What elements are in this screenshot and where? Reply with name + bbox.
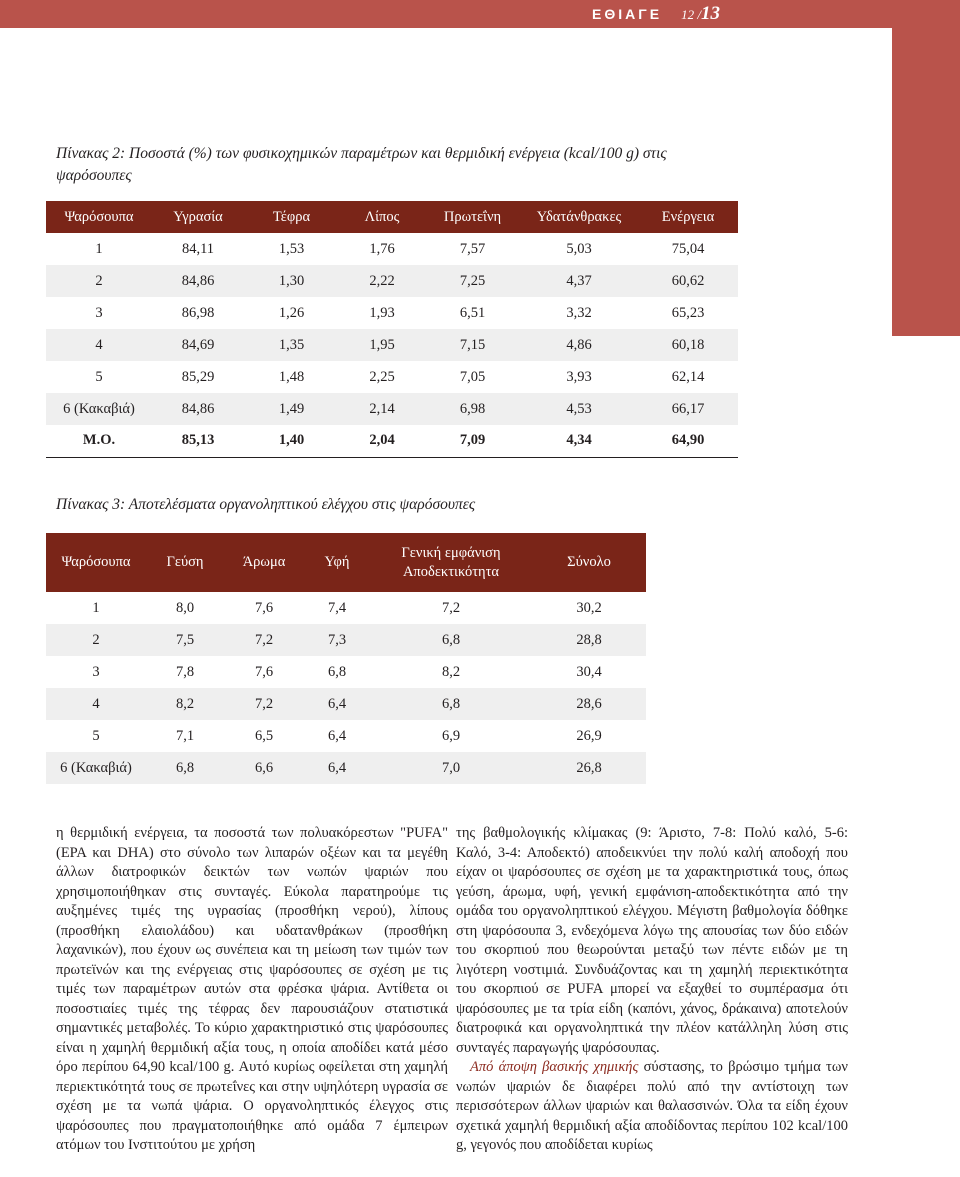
table-cell: 7,3: [304, 624, 370, 656]
table2-col-header: Ψαρόσουπα: [46, 201, 152, 233]
table-cell: 6,8: [304, 656, 370, 688]
table-cell: 7,57: [425, 233, 520, 265]
table-cell: 2: [46, 265, 152, 297]
table-cell: 8,2: [370, 656, 532, 688]
body-paragraph: [456, 1058, 848, 1156]
table-cell: 26,9: [532, 720, 646, 752]
table-cell: 7,6: [224, 656, 304, 688]
table3-col-header-line2: Αποδεκτικότητα: [402, 563, 500, 580]
table-cell: 6,4: [304, 752, 370, 784]
table-cell: 1,35: [244, 329, 339, 361]
table3-col-header: Υφή: [304, 533, 370, 592]
table-cell: 30,2: [532, 592, 646, 624]
table-cell: 64,90: [638, 425, 738, 457]
table-cell: 2,04: [339, 425, 425, 457]
table-cell: 6 (Κακαβιά): [46, 393, 152, 425]
table-cell: 7,6: [224, 592, 304, 624]
table-cell: 7,1: [146, 720, 224, 752]
paragraph-text: σύστασης, το βρώσιμο τμήμα των νωπών ψαριών δε διαφέρει πολύ από την αντίστοιχη των περισσότερων άλλων ψαριών και θαλασσινών. Όλα τα είδη έχουν σχετικά χαμηλή θερμιδική αξία αποδίδοντας περίπου 102 kcal/100 g, γεγονός που αποδίδεται κυρίως: [456, 1059, 848, 1153]
table-cell: 1,76: [339, 233, 425, 265]
table-cell: 1,93: [339, 297, 425, 329]
table-cell: 4,53: [520, 393, 638, 425]
table-row: [46, 329, 738, 361]
table-cell: 6,6: [224, 752, 304, 784]
table-cell: 6,4: [304, 720, 370, 752]
header-bar: [0, 0, 960, 28]
table-cell: 5: [46, 361, 152, 393]
table3-col-header: Ψαρόσουπα: [46, 533, 146, 592]
table-cell: 65,23: [638, 297, 738, 329]
table-cell: 6,8: [370, 624, 532, 656]
table-cell: 62,14: [638, 361, 738, 393]
table3-col-header-line1: Γενική εμφάνιση: [401, 544, 501, 561]
table2-header-row: [46, 201, 738, 233]
table-row: [46, 720, 646, 752]
table2-col-header: Υγρασία: [152, 201, 244, 233]
table-cell: 6,4: [304, 688, 370, 720]
table-cell: 2,25: [339, 361, 425, 393]
page-total: 12 /: [681, 7, 701, 22]
table-cell: 1,48: [244, 361, 339, 393]
table-row: [46, 393, 738, 425]
table-cell: 6,8: [146, 752, 224, 784]
table2-col-header: Υδατάνθρακες: [520, 201, 638, 233]
table-row: [46, 297, 738, 329]
table-cell: 6,8: [370, 688, 532, 720]
table-cell: 26,8: [532, 752, 646, 784]
table-row: [46, 425, 738, 457]
body-column-right: [456, 824, 848, 1156]
table-cell: 66,17: [638, 393, 738, 425]
table-row: [46, 361, 738, 393]
table-cell: 85,29: [152, 361, 244, 393]
table-cell: 6,51: [425, 297, 520, 329]
table-cell: 6,5: [224, 720, 304, 752]
table-cell: 60,62: [638, 265, 738, 297]
journal-name: ΕΘΙΑΓΕ: [592, 6, 663, 22]
table3: [46, 533, 646, 784]
table-cell: 3: [46, 656, 146, 688]
table-cell: 28,6: [532, 688, 646, 720]
table-cell: 60,18: [638, 329, 738, 361]
table-cell: 6,9: [370, 720, 532, 752]
table-cell: 7,8: [146, 656, 224, 688]
table-cell: 86,98: [152, 297, 244, 329]
table-cell: 6,98: [425, 393, 520, 425]
table-cell: 8,0: [146, 592, 224, 624]
table-cell: 4: [46, 329, 152, 361]
table-cell: 7,4: [304, 592, 370, 624]
table-cell: 85,13: [152, 425, 244, 457]
table-cell: 1,95: [339, 329, 425, 361]
table-cell: 1,30: [244, 265, 339, 297]
table-row: [46, 688, 646, 720]
table-cell: 7,25: [425, 265, 520, 297]
table-cell: 4,86: [520, 329, 638, 361]
table-cell: 75,04: [638, 233, 738, 265]
table-cell: 3,93: [520, 361, 638, 393]
side-tab: [892, 28, 960, 336]
body-column-left: [56, 824, 448, 1156]
table-cell: 6 (Κακαβιά): [46, 752, 146, 784]
table-cell: 3: [46, 297, 152, 329]
table-cell: 28,8: [532, 624, 646, 656]
table-cell: 2,14: [339, 393, 425, 425]
body-paragraph: της βαθμολογικής κλίμακας (9: Άριστο, 7-8: Πολύ καλό, 5-6: Καλό, 3-4: Αποδεκτό) αποδεικνύει την πολύ καλή αποδοχή που είχαν οι ψαρόσουπες σε σχέση με τα χαρακτηριστικά τους, όπως γεύση, άρωμα, υφή, γενική εμφάνιση-αποδεκτικότητα από την ομάδα του οργανοληπτικού ελέγχου. Μέγιστη βαθμολογία δόθηκε στη ψαρόσουπα 3, ενδεχόμενα λόγω της απουσίας των δύο ειδών του σκορπιού που θεωρούνται μεταξύ των πέντε ειδών με τη λιγότερη νοστιμιά. Συνδυάζοντας και τη χαμηλή περιεκτικότητα του σκορπιού σε PUFA μπορεί να εξαχθεί το συμπέρασμα ότι ψαρόσουπες με τα τρία είδη (καπόνι, χάνος, δράκαινα) αποτελούν διατροφικά και οργανοληπτικά την πλέον κατάλληλη λύση στις συνταγές παραγωγής ψαρόσουπας.: [456, 825, 848, 1056]
table-cell: 30,4: [532, 656, 646, 688]
table-cell: 7,09: [425, 425, 520, 457]
table-cell: 84,86: [152, 265, 244, 297]
table-cell: Μ.Ο.: [46, 425, 152, 457]
table-cell: 2: [46, 624, 146, 656]
table2-caption: Πίνακας 2: Ποσοστά (%) των φυσικοχημικών παραμέτρων και θερμιδική ενέργεια (kcal/100 g) στις ψαρόσουπες: [56, 145, 667, 184]
table-cell: 1,26: [244, 297, 339, 329]
table-cell: 4: [46, 688, 146, 720]
table-row: [46, 265, 738, 297]
page-current: 13: [701, 3, 720, 24]
table2-col-header: Λίπος: [339, 201, 425, 233]
table-cell: 8,2: [146, 688, 224, 720]
table2-col-header: Τέφρα: [244, 201, 339, 233]
table3-col-header: Σύνολο: [532, 533, 646, 592]
table-cell: 5,03: [520, 233, 638, 265]
table-row: [46, 233, 738, 265]
table-cell: 1: [46, 592, 146, 624]
table-cell: 1,49: [244, 393, 339, 425]
table-cell: 7,2: [224, 688, 304, 720]
table-cell: 7,2: [224, 624, 304, 656]
body-paragraph: η θερμιδική ενέργεια, τα ποσοστά των πολυακόρεστων "PUFA" (EPA και DHA) στο σύνολο των λιπαρών οξέων και τα μεγέθη άλλων διατροφικών δεικτών των νωπών ψαριών που χρησιμοποιήθηκαν στις συνταγές. Εύκολα παρατηρούμε τις αυξημένες τιμές της υγρασίας (προσθήκη νερού), λίπους (προσθήκη ελαιολάδου) και υδατανθράκων (προσθήκη λαχανικών), που έχουν ως συνέπεια και τη μείωση των τιμών των πρωτεϊνών και της ενέργειας στις ψαρόσουπες σε σχέση με τις τιμές των παραμέτρων αυτών στα φρέσκα ψάρια. Αντίθετα οι ποσοστιαίες τιμές της τέφρας δεν παρουσιάζουν στατιστικά σημαντικές μεταβολές. Το κύριο χαρακτηριστικό στις ψαρόσουπες είναι η χαμηλή θερμιδική αξία τους, η οποία αποδίδει κατά μέσο όρο περίπου 64,90 kcal/100 g. Αυτό κυρίως οφείλεται στη χαμηλή περιεκτικότητά τους σε πρωτεΐνες και στην υψηλότερη υγρασία σε σχέση με τα νωπά ψάρια. Ο οργανοληπτικός έλεγχος στις ψαρόσουπες που πραγματοποιήθηκε από ομάδα 7 έμπειρων ατόμων του Ινστιτούτου με χρήση: [56, 825, 448, 1153]
page-number: [681, 3, 720, 24]
table-cell: 84,11: [152, 233, 244, 265]
table-cell: 84,86: [152, 393, 244, 425]
table-cell: 1,40: [244, 425, 339, 457]
table3-caption: Πίνακας 3: Αποτελέσματα οργανοληπτικού ελέγχου στις ψαρόσουπες: [56, 496, 476, 513]
table-cell: 1,53: [244, 233, 339, 265]
table-cell: 7,2: [370, 592, 532, 624]
table-cell: 7,5: [146, 624, 224, 656]
table-cell: 84,69: [152, 329, 244, 361]
table-cell: 4,37: [520, 265, 638, 297]
table-cell: 1: [46, 233, 152, 265]
paragraph-lead: Από άποψη βασικής χημικής: [470, 1059, 639, 1075]
running-header: [592, 0, 720, 28]
table-row: [46, 624, 646, 656]
table2: [46, 201, 738, 458]
table-row: [46, 752, 646, 784]
table3-header-row: [46, 533, 646, 592]
table-cell: 5: [46, 720, 146, 752]
table3-col-header: [370, 533, 532, 592]
table3-col-header: Άρωμα: [224, 533, 304, 592]
table-cell: 3,32: [520, 297, 638, 329]
table-row: [46, 656, 646, 688]
table-cell: 4,34: [520, 425, 638, 457]
table-row: [46, 592, 646, 624]
table-cell: 7,05: [425, 361, 520, 393]
table-cell: 7,0: [370, 752, 532, 784]
table-cell: 2,22: [339, 265, 425, 297]
table-cell: 7,15: [425, 329, 520, 361]
table2-col-header: Πρωτεΐνη: [425, 201, 520, 233]
table2-col-header: Ενέργεια: [638, 201, 738, 233]
table3-col-header: Γεύση: [146, 533, 224, 592]
